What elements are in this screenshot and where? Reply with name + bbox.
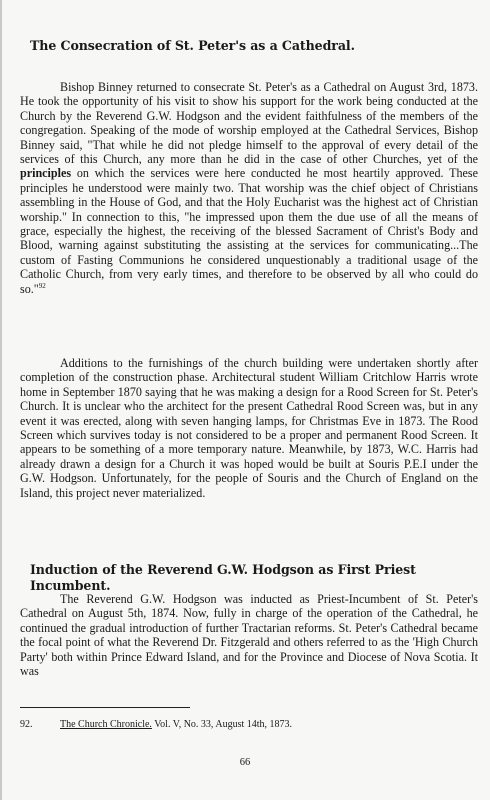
paragraph-furnishings: Additions to the furnishings of the church building were undertaken shortly after completion of the construction phase. Architectural student William Critchlow Harris wrote home in September 1870 saying that he was making a design for a Rood Screen for St. Peter's Church. It is unclear who the architect for the present Cathedral Rood Screen was, but in any event it was erected, along with seven hanging lamps, for Christmas Eve in 1873. The Rood Screen which survives today is not considered to be a proper and permanent Rood Screen. It appears to be something of a more temporary nature. Meanwhile, by 1873, W.C. Harris had already drawn a design for a Church it was hoped would be built at Souris P.E.I under the G.W. Hodgson. Unfortunately, for the people of Souris and the Church of England on the Island, this project never materialized. (20, 356, 478, 500)
page-number: 66 (239, 757, 251, 768)
footnote-reference: 92 (38, 281, 46, 290)
section-heading-induction: Induction of the Reverend G.W. Hodgson as First Priest Incumbent. (30, 562, 416, 593)
footnote-source-title: The Church Chronicle. (60, 719, 152, 730)
paragraph-consecration (20, 80, 478, 296)
paragraph-text-part: on which the services were here conducted he most heartily approved. These principles he understood were mainly two. That worship was the chief object of Christians assembling in the House of God, and that the Holy Eucharist was the highest act of Christian worship." In connection to this, "he impressed upon them the due use of all the means of grace, especially the highest, the receiving of the blessed Sacrament of Christ's Body and Blood, warning against substituting the assisting at the services for communicating...The custom of Fasting Communions he considered unquestionably a traditional usage of the Catholic Church, from very early times, and therefore to be observed by all who could do so." (20, 166, 478, 296)
paragraph-text-part: Bishop Binney returned to consecrate St. Peter's as a Cathedral on August 3rd, 1873. He took the opportunity of his visit to show his support for the work being conducted at the Church by the Reverend G.W. Hodgson and the evident faithfulness of the members of the congregation. Speaking of the mode of worship employed at the Cathedral Services, Bishop Binney said, "That while he did not pledge himself to the approval of every detail of the services of this Church, any more than he did in the case of other Churches, yet of the (20, 80, 478, 167)
footnote-divider (20, 707, 190, 708)
paragraph-induction: The Reverend G.W. Hodgson was inducted as Priest-Incumbent of St. Peter's Cathedral on August 5th, 1874. Now, fully in charge of the operation of the Cathedral, he continued the gradual introduction of further Tractarian reforms. St. Peter's Cathedral became the focal point of what the Reverend Dr. Fitzgerald and others referred to as the 'High Church Party' both within Prince Edward Island, and for the Province and Diocese of Nova Scotia. It was (20, 592, 478, 679)
footnote-number: 92. (20, 719, 33, 730)
page-edge (0, 0, 2, 800)
footnote-details: Vol. V, No. 33, August 14th, 1873. (151, 719, 293, 730)
emphasized-word: principles (20, 166, 72, 181)
footnote (20, 718, 470, 731)
section-heading-consecration: The Consecration of St. Peter's as a Cathedral. (30, 38, 355, 53)
